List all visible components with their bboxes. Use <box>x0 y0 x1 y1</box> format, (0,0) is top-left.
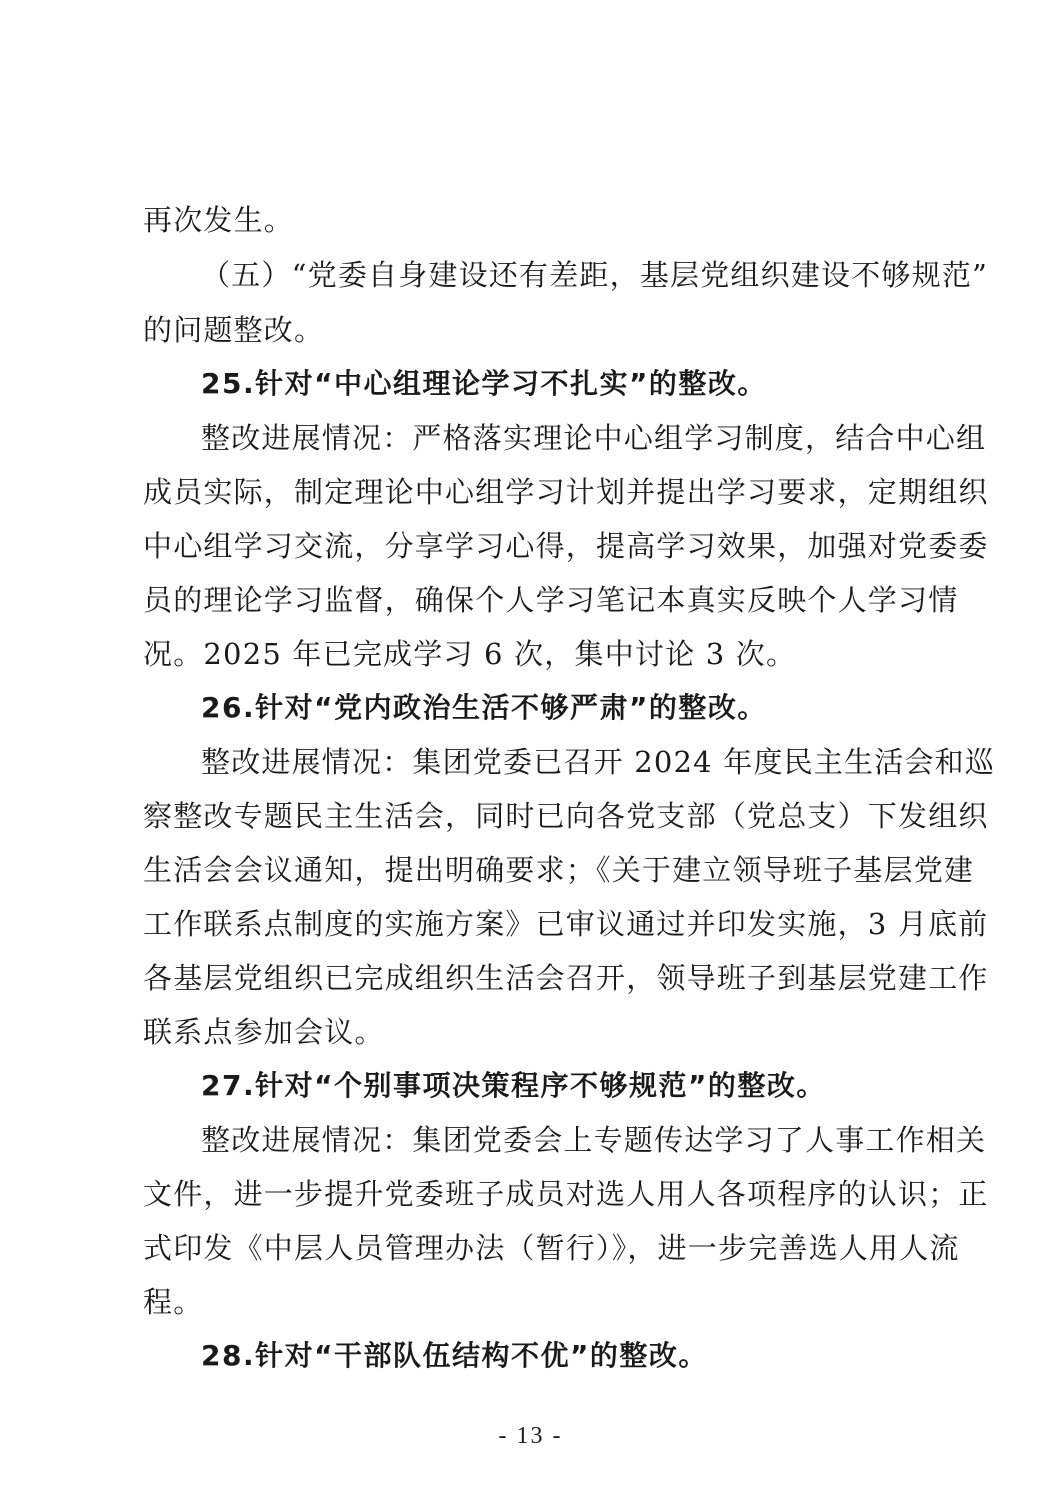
body-text-line: 中心组学习交流，分享学习心得，提高学习效果，加强对党委委 <box>143 529 989 563</box>
body-text-line: 整改进展情况：集团党委会上专题传达学习了人事工作相关 <box>201 1123 987 1157</box>
page-number: - 13 - <box>498 1423 563 1449</box>
section-heading-line: 的问题整改。 <box>143 313 325 347</box>
body-text-line: 况。2025 年已完成学习 6 次，集中讨论 3 次。 <box>143 637 797 671</box>
item-heading-27: 27.针对“个别事项决策程序不够规范”的整改。 <box>201 1069 826 1102</box>
body-text-line: 各基层党组织已完成组织生活会召开，领导班子到基层党建工作 <box>143 961 989 995</box>
body-text-line: 察整改专题民主生活会，同时已向各党支部（党总支）下发组织 <box>143 799 989 833</box>
section-heading-line: （五）“党委自身建设还有差距，基层党组织建设不够规范” <box>201 258 989 292</box>
body-text-line: 整改进展情况：严格落实理论中心组学习制度，结合中心组 <box>201 421 987 455</box>
body-text-line: 工作联系点制度的实施方案》已审议通过并印发实施，3 月底前 <box>143 907 989 941</box>
item-heading-28: 28.针对“干部队伍结构不优”的整改。 <box>201 1339 708 1372</box>
item-heading-26: 26.针对“党内政治生活不够严肃”的整改。 <box>201 691 767 724</box>
body-text-line: 整改进展情况：集团党委已召开 2024 年度民主生活会和巡 <box>201 745 996 779</box>
body-text-line: 文件，进一步提升党委班子成员对选人用人各项程序的认识；正 <box>143 1177 989 1211</box>
body-text-line: 程。 <box>143 1285 204 1319</box>
body-text-line: 生活会会议通知，提出明确要求；《关于建立领导班子基层党建 <box>143 853 975 887</box>
item-heading-25: 25.针对“中心组理论学习不扎实”的整改。 <box>201 367 767 400</box>
body-text-line: 再次发生。 <box>143 203 295 237</box>
body-text-line: 式印发《中层人员管理办法（暂行）》，进一步完善选人用人流 <box>143 1231 960 1265</box>
body-text-line: 员的理论学习监督，确保个人学习笔记本真实反映个人学习情 <box>143 583 959 617</box>
body-text-line: 联系点参加会议。 <box>143 1015 385 1049</box>
body-text-line: 成员实际，制定理论中心组学习计划并提出学习要求，定期组织 <box>143 475 989 509</box>
